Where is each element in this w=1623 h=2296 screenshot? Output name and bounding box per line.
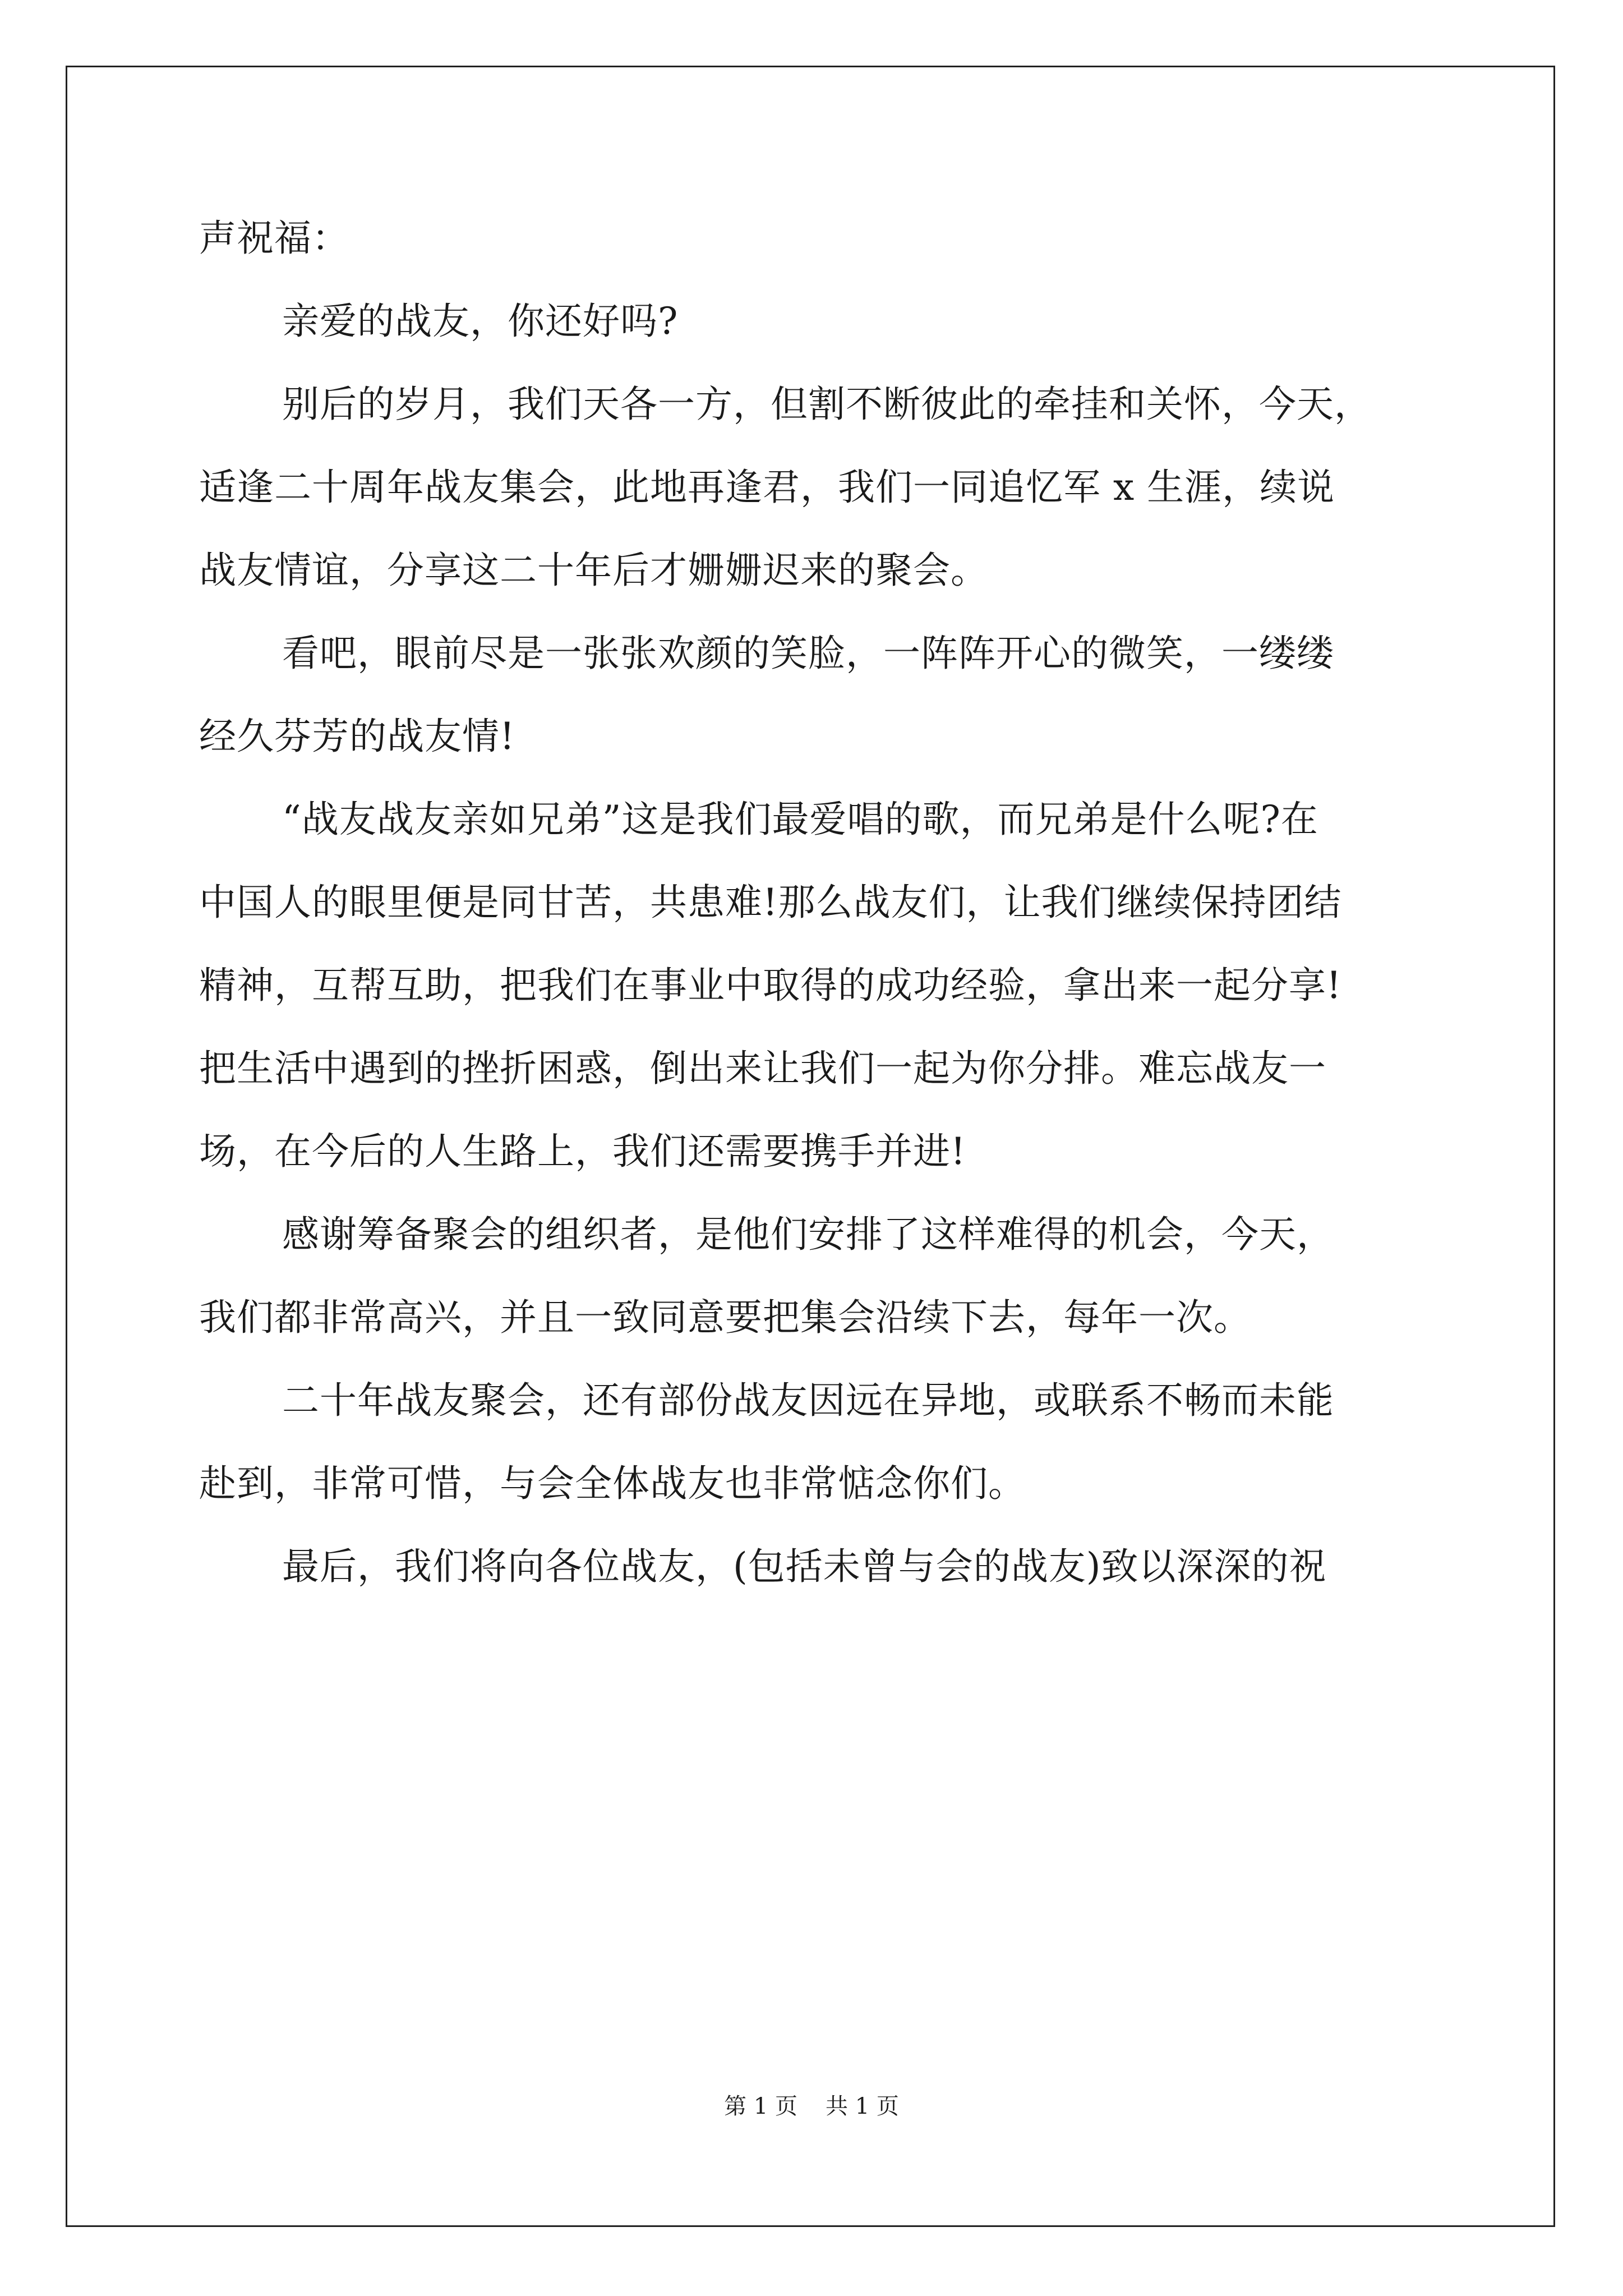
text-line: 把生活中遇到的挫折困惑，倒出来让我们一起为你分排。难忘战友一 [199, 1047, 1326, 1090]
text-line: 中国人的眼里便是同甘苦，共患难!那么战友们，让我们继续保持团结 [199, 881, 1342, 924]
text-line: 亲爱的战友，你还好吗? [282, 300, 679, 343]
text-line: 战友情谊，分享这二十年后才姗姗迟来的聚会。 [199, 549, 988, 592]
page-number: 第 1 页 [724, 2093, 797, 2119]
text-line: “战友战友亲如兄弟”这是我们最爱唱的歌，而兄弟是什么呢?在 [282, 798, 1318, 841]
text-line: 看吧，眼前尽是一张张欢颜的笑脸，一阵阵开心的微笑，一缕缕 [282, 632, 1334, 675]
text-line: 适逢二十周年战友集会，此地再逢君，我们一同追忆军 x 生涯，续说 [199, 466, 1335, 509]
text-line: 赴到，非常可惜，与会全体战友也非常惦念你们。 [199, 1462, 1026, 1505]
text-line: 感谢筹备聚会的组织者，是他们安排了这样难得的机会，今天， [282, 1213, 1334, 1256]
text-line: 最后，我们将向各位战友，(包括未曾与会的战友)致以深深的祝 [282, 1545, 1327, 1588]
text-line: 声祝福： [199, 217, 349, 260]
text-line: 场，在今后的人生路上，我们还需要携手并进! [199, 1130, 966, 1173]
text-line: 我们都非常高兴，并且一致同意要把集会沿续下去，每年一次。 [199, 1296, 1251, 1339]
text-line: 精神，互帮互助，把我们在事业中取得的成功经验，拿出来一起分享! [199, 964, 1342, 1007]
text-line: 别后的岁月，我们天各一方，但割不断彼此的牵挂和关怀，今天， [282, 383, 1372, 426]
text-line: 经久芬芳的战友情! [199, 715, 515, 758]
text-line: 二十年战友聚会，还有部份战友因远在异地，或联系不畅而未能 [282, 1379, 1334, 1422]
page-total: 共 1 页 [826, 2093, 899, 2119]
page-footer [0, 2090, 1623, 2123]
